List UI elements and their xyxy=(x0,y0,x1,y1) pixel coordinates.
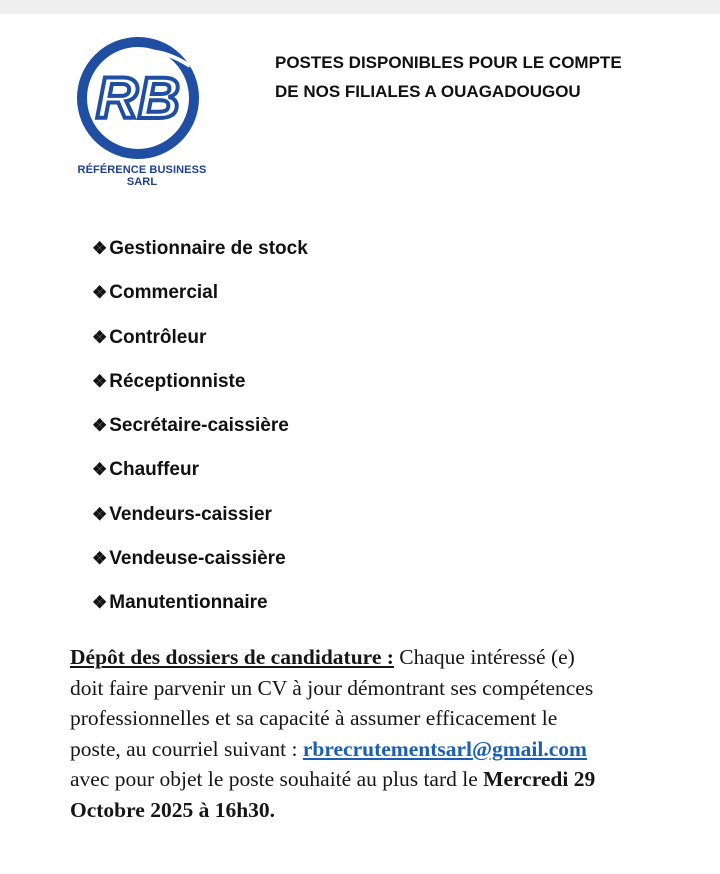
instructions-line-4 xyxy=(70,734,710,765)
diamond-bullet-icon: ❖ xyxy=(92,371,108,391)
job-item xyxy=(92,544,308,588)
title-line-1: POSTES DISPONIBLES POUR LE COMPTE xyxy=(275,53,622,72)
application-instructions xyxy=(70,642,710,825)
diamond-bullet-icon: ❖ xyxy=(92,283,108,303)
rb-logo-icon xyxy=(72,36,212,166)
instructions-text: avec pour objet le poste souhaité au plus tard le xyxy=(70,767,484,791)
logo-monogram: RB xyxy=(96,66,180,131)
job-title: Chauffeur xyxy=(109,459,199,481)
diamond-bullet-icon: ❖ xyxy=(92,549,108,569)
job-title: Réceptionniste xyxy=(109,370,246,392)
company-logo xyxy=(62,36,222,186)
diamond-bullet-icon: ❖ xyxy=(92,416,108,436)
job-title: Contrôleur xyxy=(109,326,207,348)
deadline-day: Mercredi 29 xyxy=(483,767,596,791)
job-item xyxy=(92,323,308,367)
instructions-line-3: professionnelles et sa capacité à assumer efficacement le xyxy=(70,706,558,730)
email-link[interactable]: rbrecrutementsarl@gmail.com xyxy=(302,736,587,761)
title-line-2: DE NOS FILIALES A OUAGADOUGOU xyxy=(275,82,581,101)
job-title: Secrétaire-caissière xyxy=(109,415,289,437)
job-item xyxy=(92,278,308,322)
diamond-bullet-icon: ❖ xyxy=(92,460,108,480)
job-title: Manutentionnaire xyxy=(109,592,268,614)
job-item xyxy=(92,411,308,455)
job-item xyxy=(92,234,308,278)
instructions-text: poste, au courriel suivant : xyxy=(70,736,303,761)
page-title xyxy=(275,48,695,106)
job-title: Gestionnaire de stock xyxy=(109,238,308,259)
job-title: Commercial xyxy=(109,282,219,304)
instructions-line-2: doit faire parvenir un CV à jour démontrant ses compétences xyxy=(70,675,594,700)
job-title: Vendeurs-caissier xyxy=(109,503,272,525)
diamond-bullet-icon: ❖ xyxy=(92,327,108,347)
application-heading: Dépôt des dossiers de candidature : xyxy=(70,645,394,669)
diamond-bullet-icon: ❖ xyxy=(92,239,108,258)
job-item xyxy=(92,500,308,544)
job-item xyxy=(92,455,308,499)
diamond-bullet-icon: ❖ xyxy=(92,504,108,524)
top-band xyxy=(0,0,720,14)
logo-caption: RÉFÉRENCE BUSINESS SARL xyxy=(77,164,207,188)
job-item xyxy=(92,367,308,411)
diamond-bullet-icon: ❖ xyxy=(92,593,108,613)
instructions-text: Chaque intéressé (e) xyxy=(393,645,575,669)
job-title: Vendeuse-caissière xyxy=(109,548,286,570)
job-list xyxy=(92,234,308,633)
instructions-line-5 xyxy=(70,764,710,795)
job-item xyxy=(92,588,308,632)
deadline-date: Octobre 2025 à 16h30. xyxy=(70,797,276,822)
instructions-line-1 xyxy=(70,642,710,673)
